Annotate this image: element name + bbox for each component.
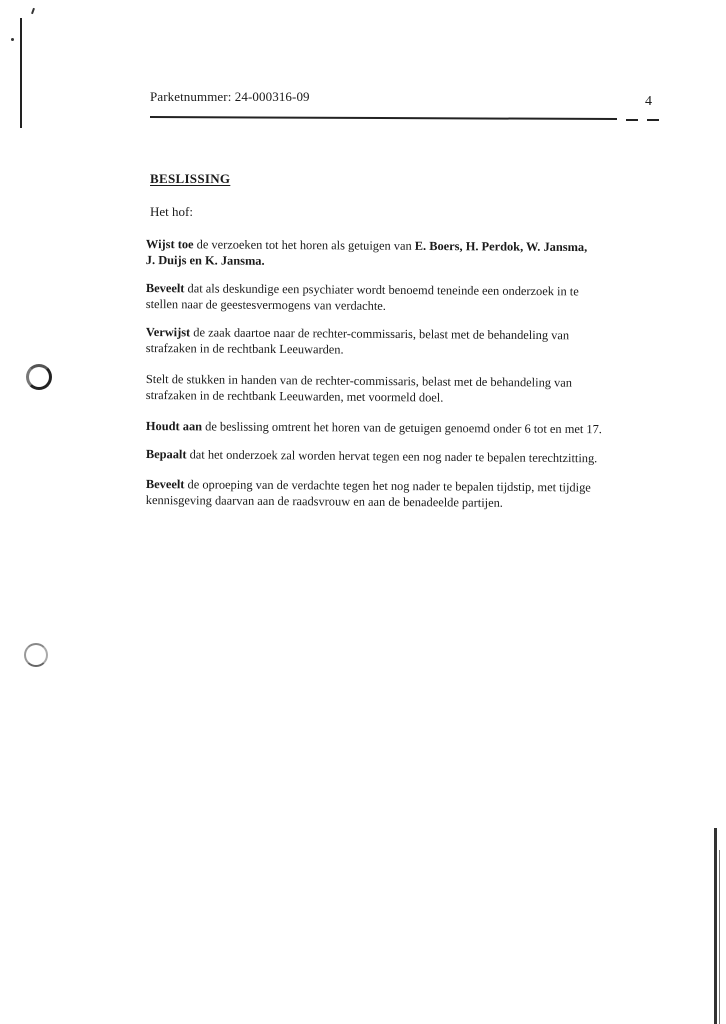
witness-names: E. Boers, H. Perdok, W. Jansma, — [414, 238, 588, 255]
scan-mark — [31, 8, 35, 14]
decision-paragraph-beveelt-oproeping — [146, 476, 646, 512]
header-rule-dash — [647, 119, 659, 121]
witness-names: J. Duijs en K. Jansma. — [145, 252, 265, 268]
paragraph-text: Stelt de stukken in handen van de rechter-commissaris, belast met de behandeling van — [145, 371, 573, 390]
paragraph-lead: Verwijst — [145, 324, 191, 340]
scan-right-edge-line-faint — [719, 850, 720, 1024]
paragraph-text: de oproeping van de verdachte tegen het nog nader te bepalen tijdstip, met tijdige — [184, 477, 591, 495]
punch-hole-lower — [24, 643, 48, 667]
page-number: 4 — [645, 94, 652, 109]
punch-hole-upper — [26, 364, 52, 390]
paragraph-text: strafzaken in de rechtbank Leeuwarden, met voormeld doel. — [145, 387, 444, 405]
paragraph-lead: Houdt aan — [145, 418, 203, 434]
paragraph-text: stellen naar de geestesvermogens van verdachte. — [145, 296, 386, 313]
decision-paragraph-beveelt-deskundige — [146, 280, 646, 316]
scan-left-edge-line — [20, 18, 22, 128]
header-rule-dash — [626, 119, 638, 121]
paragraph-text: dat als deskundige een psychiater wordt benoemd teneinde een onderzoek in te — [184, 281, 579, 299]
paragraph-text: strafzaken in de rechtbank Leeuwarden. — [145, 340, 344, 357]
paragraph-lead: Wijst toe — [145, 236, 194, 252]
paragraph-lead: Beveelt — [145, 476, 185, 492]
header-rule — [150, 116, 617, 120]
decision-paragraph-stelt — [146, 371, 646, 407]
decision-paragraph-houdt-aan — [146, 418, 646, 437]
scan-right-edge-line — [714, 828, 717, 1024]
paragraph-text: de zaak daartoe naar de rechter-commissaris, belast met de behandeling van — [190, 325, 570, 343]
section-heading: BESLISSING — [150, 171, 231, 186]
paragraph-lead: Bepaalt — [145, 446, 187, 462]
decision-paragraph-wijst-toe — [146, 236, 646, 271]
section-intro: Het hof: — [150, 204, 193, 219]
paragraph-text: kennisgeving daarvan aan de raadsvrouw en aan de benadeelde partijen. — [145, 492, 503, 510]
paragraph-text: de beslissing omtrent het horen van de getuigen genoemd onder 6 tot en met 17. — [202, 419, 602, 437]
decision-paragraph-verwijst — [146, 324, 646, 360]
case-number-label: Parketnummer: 24-000316-09 — [150, 89, 310, 104]
scan-dot — [11, 38, 14, 41]
paragraph-lead: Beveelt — [145, 280, 185, 296]
decision-paragraph-bepaalt — [146, 446, 646, 467]
paragraph-text: dat het onderzoek zal worden hervat tegen een nog nader te bepalen terechtzitting. — [186, 447, 598, 466]
paragraph-text: de verzoeken tot het horen als getuigen van — [193, 237, 415, 253]
